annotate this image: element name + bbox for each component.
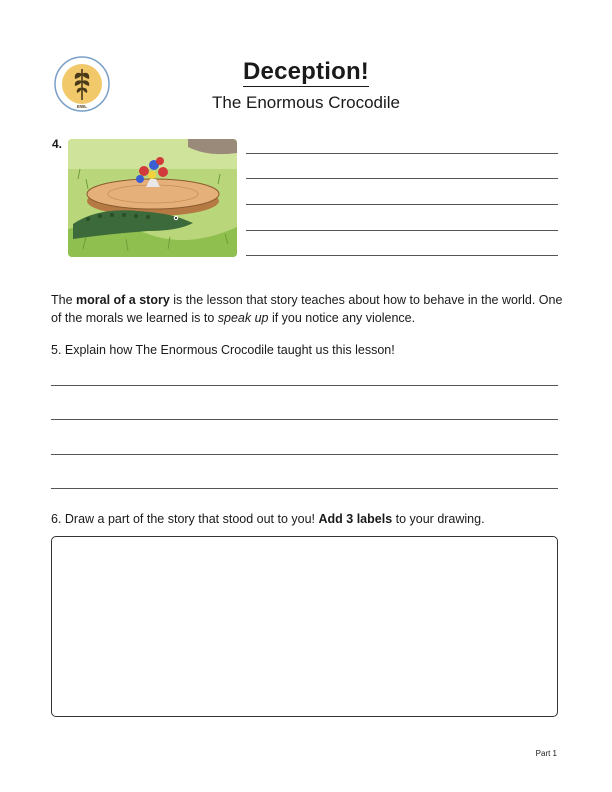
answer-line-4d[interactable]: [246, 230, 558, 231]
logo-text: EWL: [77, 104, 87, 109]
para-italic-term: speak up: [217, 310, 269, 325]
answer-line-5c[interactable]: [51, 454, 558, 455]
page-title-text: Deception!: [242, 58, 369, 85]
q6-bold: Add 3 labels: [318, 512, 393, 526]
q6-text-2: to your drawing.: [392, 512, 485, 526]
page-label: Part 1: [535, 749, 557, 758]
answer-line-5d[interactable]: [51, 488, 558, 489]
question-6: [51, 512, 485, 526]
page-title: [0, 58, 612, 86]
drawing-box[interactable]: [51, 536, 558, 717]
answer-line-5b[interactable]: [51, 419, 558, 420]
question-5: 5. Explain how The Enormous Crocodile taught us this lesson!: [51, 343, 395, 357]
moral-paragraph: [51, 292, 566, 327]
para-text-3: if you notice any violence.: [268, 310, 416, 325]
q6-text-1: 6. Draw a part of the story that stood out to you!: [51, 512, 319, 526]
question-4-number: 4.: [52, 137, 63, 151]
para-bold-term: moral of a story: [76, 293, 170, 307]
para-text-2: is the lesson that story teaches about how to behave in the world. One of the morals we learned is to: [51, 293, 563, 325]
answer-line-4e[interactable]: [246, 255, 558, 256]
para-text-1: The: [51, 293, 77, 307]
answer-line-4c[interactable]: [246, 204, 558, 205]
answer-line-4a[interactable]: [246, 153, 558, 154]
page-subtitle: The Enormous Crocodile: [211, 93, 401, 112]
story-illustration: [68, 139, 237, 257]
answer-line-4b[interactable]: [246, 178, 558, 179]
answer-line-5a[interactable]: [51, 385, 558, 386]
